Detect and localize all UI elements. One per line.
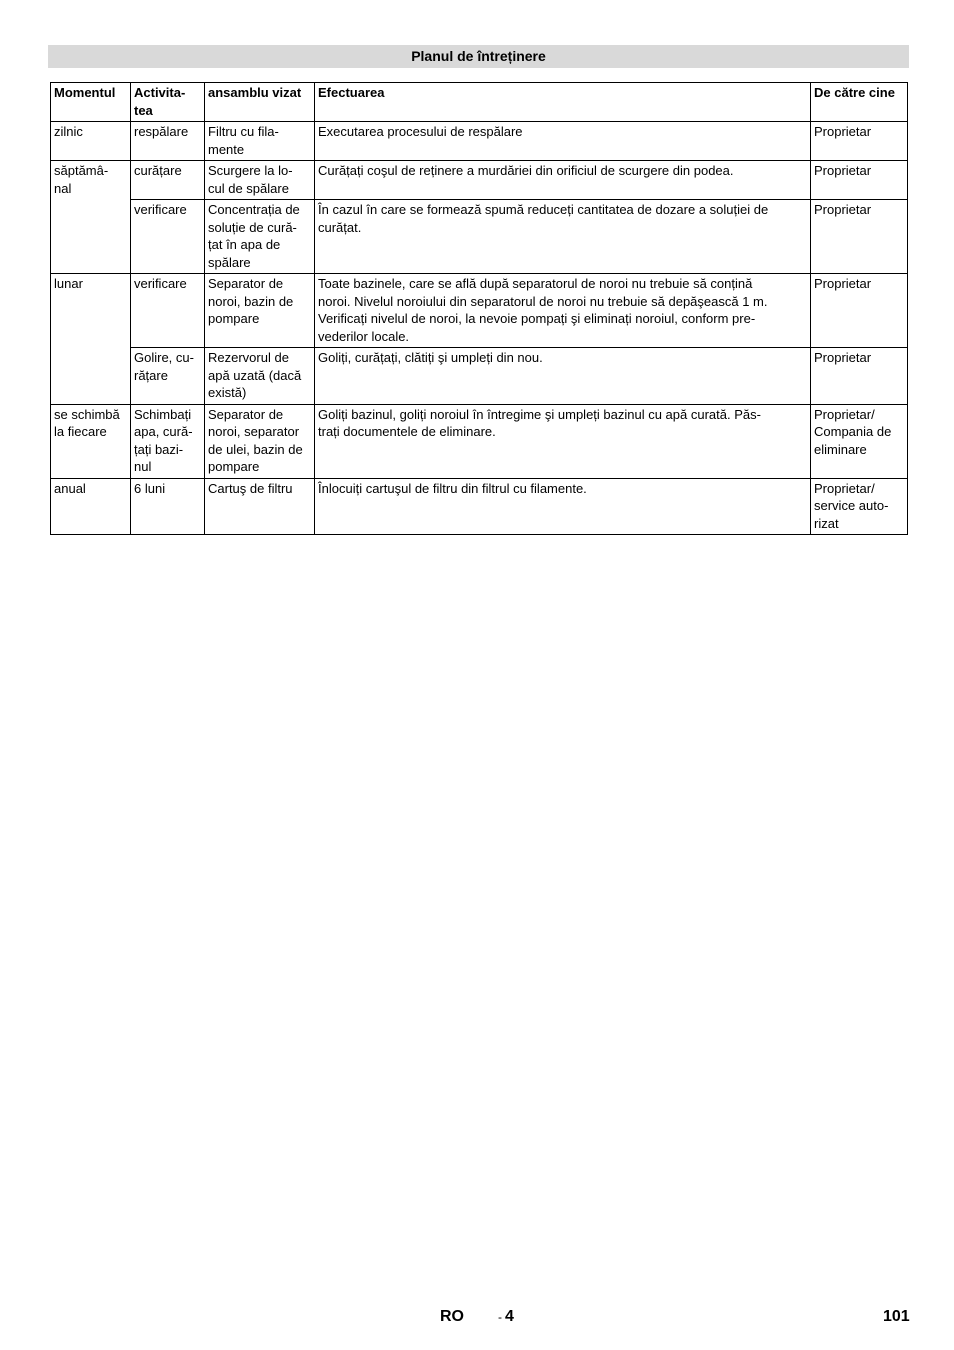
- cell-cine: Proprietar/ Compania de eliminare: [811, 404, 908, 478]
- cell-efectuare: Goliți, curățați, clătiți şi umpleți din nou.: [315, 348, 811, 405]
- footer-page-number: 101: [883, 1308, 910, 1325]
- header-ansamblu-vizat: ansamblu vizat: [205, 83, 315, 122]
- table-row: [51, 274, 908, 348]
- cell-efectuare: Curățați coşul de reținere a murdăriei din orificiul de scurgere din podea.: [315, 161, 811, 200]
- cell-activitate: Golire, cu- rățare: [131, 348, 205, 405]
- cell-ansamblu: Rezervorul de apă uzată (dacă există): [205, 348, 315, 405]
- cell-efectuare: Goliți bazinul, goliți noroiul în întregime şi umpleți bazinul cu apă curată. Păs- trați documentele de eliminare.: [315, 404, 811, 478]
- cell-moment: zilnic: [51, 122, 131, 161]
- header-momentul: Momentul: [51, 83, 131, 122]
- section-title: Planul de întreținere: [48, 45, 909, 68]
- footer-section-page: [498, 1307, 514, 1327]
- table-header-row: [51, 83, 908, 122]
- cell-ansamblu: Cartuş de filtru: [205, 478, 315, 535]
- cell-moment: se schimbă la fiecare: [51, 404, 131, 478]
- cell-efectuare: Executarea procesului de respălare: [315, 122, 811, 161]
- cell-efectuare: În cazul în care se formează spumă reduceți cantitatea de dozare a soluției de curățat.: [315, 200, 811, 274]
- footer-dash: -: [498, 1310, 502, 1324]
- cell-activitate: 6 luni: [131, 478, 205, 535]
- cell-moment: anual: [51, 478, 131, 535]
- table-row: [51, 348, 908, 405]
- cell-cine: Proprietar: [811, 348, 908, 405]
- cell-ansamblu: Concentrația de soluție de cură- țat în apa de spălare: [205, 200, 315, 274]
- cell-activitate: Schimbați apa, cură- țați bazi- nul: [131, 404, 205, 478]
- table-row: [51, 404, 908, 478]
- cell-cine: Proprietar: [811, 274, 908, 348]
- table-row: [51, 478, 908, 535]
- header-de-catre-cine: De către cine: [811, 83, 908, 122]
- cell-activitate: curățare: [131, 161, 205, 200]
- header-efectuarea: Efectuarea: [315, 83, 811, 122]
- footer-section-number: 4: [505, 1308, 514, 1325]
- cell-cine: Proprietar: [811, 122, 908, 161]
- cell-ansamblu: Scurgere la lo- cul de spălare: [205, 161, 315, 200]
- table-row: [51, 122, 908, 161]
- cell-activitate: verificare: [131, 200, 205, 274]
- cell-moment: lunar: [51, 274, 131, 405]
- cell-cine: Proprietar: [811, 161, 908, 200]
- cell-activitate: verificare: [131, 274, 205, 348]
- maintenance-plan-table: [50, 82, 908, 535]
- cell-cine: Proprietar: [811, 200, 908, 274]
- cell-efectuare: Înlocuiți cartuşul de filtru din filtrul cu filamente.: [315, 478, 811, 535]
- cell-activitate: respălare: [131, 122, 205, 161]
- cell-ansamblu: Separator de noroi, bazin de pompare: [205, 274, 315, 348]
- cell-moment: săptămâ- nal: [51, 161, 131, 274]
- cell-ansamblu: Separator de noroi, separator de ulei, bazin de pompare: [205, 404, 315, 478]
- table-row: [51, 161, 908, 200]
- footer-language: RO: [440, 1308, 464, 1325]
- table-row: [51, 200, 908, 274]
- cell-ansamblu: Filtru cu fila- mente: [205, 122, 315, 161]
- cell-efectuare: Toate bazinele, care se află după separatorul de noroi nu trebuie să conțină noroi. Nivelul noroiului din separatorul de noroi nu trebuie să depăşească 1 m. Verificați nivelul de noroi, la nevoie pompați şi eliminați noroiul, conform pre- vederilor locale.: [315, 274, 811, 348]
- header-activitatea: Activita- tea: [131, 83, 205, 122]
- cell-cine: Proprietar/ service auto- rizat: [811, 478, 908, 535]
